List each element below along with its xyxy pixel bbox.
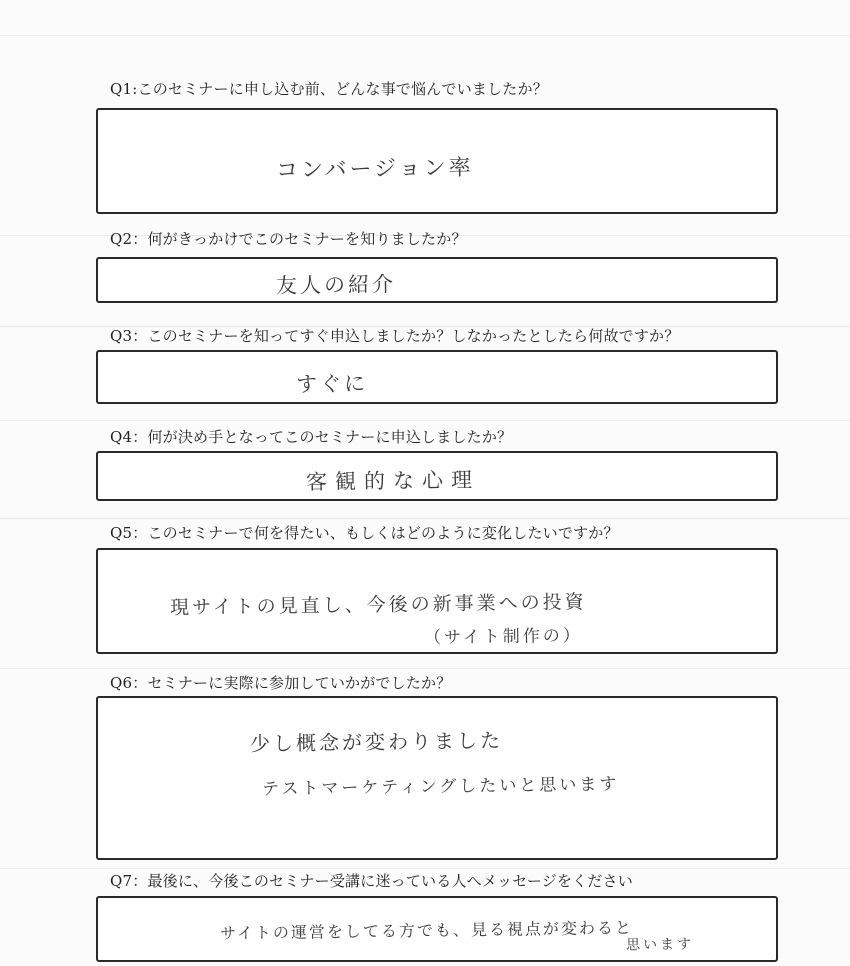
ruled-line bbox=[0, 668, 850, 669]
ruled-line bbox=[0, 35, 850, 36]
answer-2-text: 友人の紹介 bbox=[275, 272, 397, 298]
answer-2-box bbox=[96, 257, 778, 303]
ruled-line bbox=[0, 518, 850, 519]
ruled-line bbox=[0, 420, 850, 421]
question-3-label: Q3：このセミナーを知ってすぐ申込しましたか？しなかったとしたら何故ですか？ bbox=[110, 327, 680, 345]
answer-5-text-line-1: 現サイトの見直し、今後の新事業への投資 bbox=[169, 591, 587, 619]
question-4-label: Q4：何が決め手となってこのセミナーに申込しましたか？ bbox=[110, 428, 513, 446]
question-1-label: Q1:このセミナーに申し込む前、どんな事で悩んでいましたか？ bbox=[110, 80, 548, 98]
answer-3-text: すぐに bbox=[295, 371, 369, 397]
answer-6-text-line-2: テストマーケティングしたいと思います bbox=[261, 774, 620, 800]
answer-5-text-line-2: （サイト制作の） bbox=[423, 625, 583, 649]
answer-4-box bbox=[96, 451, 778, 501]
question-2-label: Q2：何がきっかけでこのセミナーを知りましたか？ bbox=[110, 230, 467, 248]
answer-7-text-line-2: 思います bbox=[625, 936, 695, 954]
answer-1-box bbox=[96, 108, 778, 214]
question-7-label: Q7：最後に、今後このセミナー受講に迷っている人へメッセージをください bbox=[110, 872, 633, 890]
answer-6-box bbox=[96, 696, 778, 860]
answer-7-box bbox=[96, 896, 778, 962]
answer-7-text-line-1: サイトの運営をしてる方でも、見る視点が変わると bbox=[219, 918, 634, 943]
answer-1-text: コンバージョン率 bbox=[275, 155, 474, 184]
answer-4-text: 客観的な心理 bbox=[305, 467, 481, 495]
answer-5-box bbox=[96, 548, 778, 654]
ruled-line bbox=[0, 868, 850, 869]
question-6-label: Q6：セミナーに実際に参加していかがでしたか？ bbox=[110, 674, 452, 692]
answer-3-box bbox=[96, 350, 778, 404]
answer-6-text-line-1: 少し概念が変わりました bbox=[249, 728, 504, 756]
question-5-label: Q5：このセミナーで何を得たい、もしくはどのように変化したいですか？ bbox=[110, 524, 619, 542]
